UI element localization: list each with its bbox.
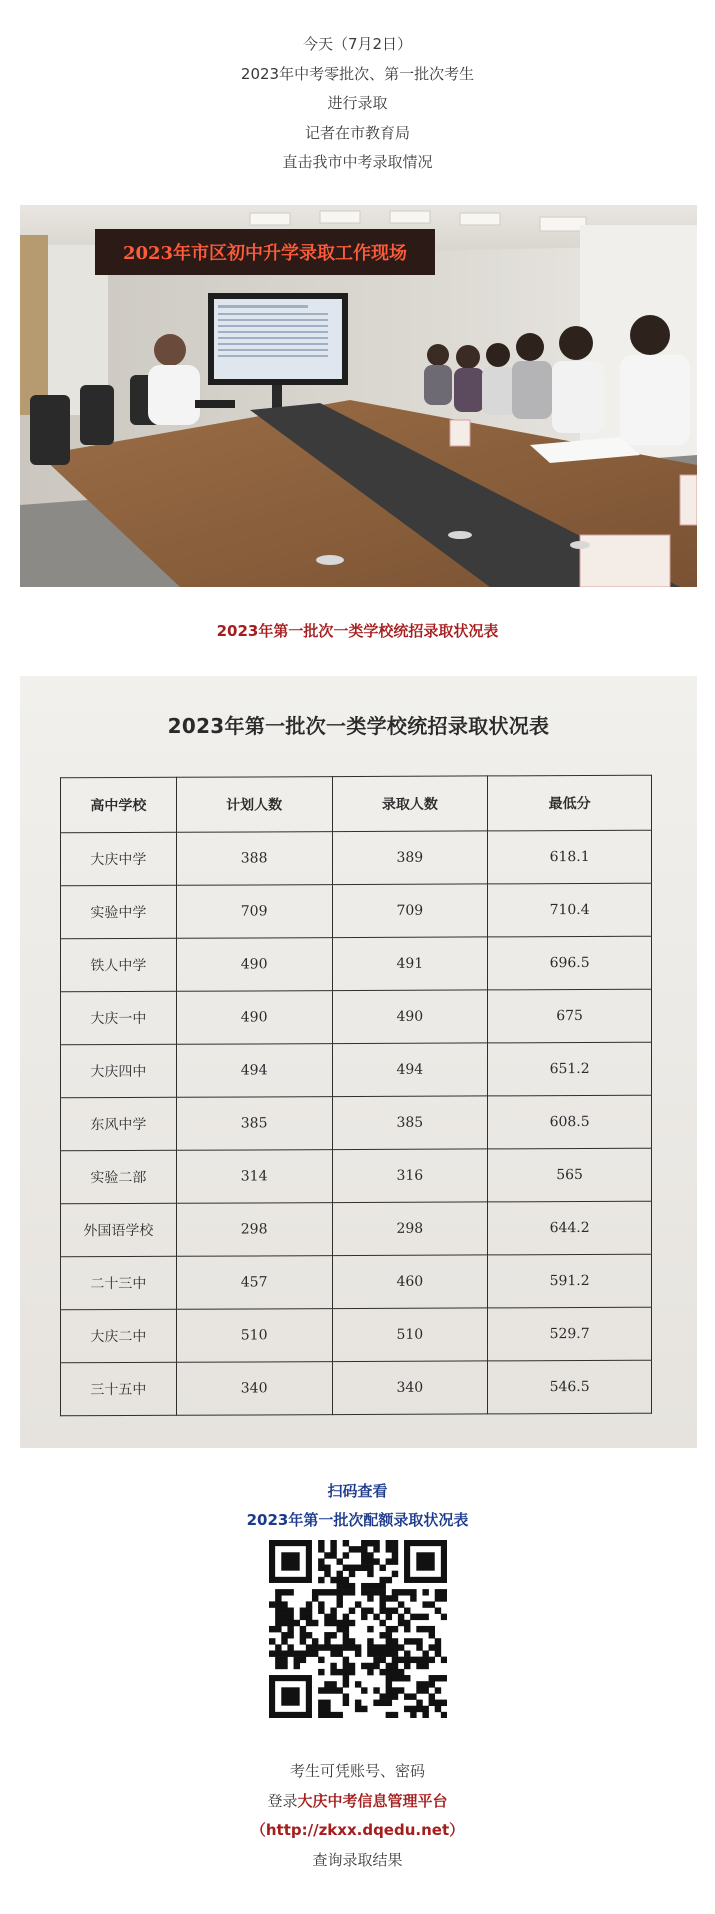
cell-planned: 490 bbox=[176, 938, 332, 992]
table-row bbox=[61, 1360, 652, 1416]
cell-admitted: 460 bbox=[332, 1255, 488, 1309]
cell-planned: 709 bbox=[176, 885, 332, 939]
intro-line: 直击我市中考录取情况 bbox=[282, 153, 433, 171]
intro-line: 记者在市教育局 bbox=[304, 123, 410, 142]
led-banner-text: 2023年市区初中升学录取工作现场 bbox=[122, 243, 408, 264]
table-row bbox=[61, 1148, 652, 1204]
cell-admitted: 491 bbox=[332, 937, 488, 991]
cell-admitted: 494 bbox=[332, 1043, 488, 1097]
table-row bbox=[61, 1254, 652, 1310]
cell-min-score: 618.1 bbox=[488, 830, 652, 884]
table-title: 2023年第一批次一类学校统招录取状况表 bbox=[167, 714, 550, 738]
section-title: 2023年第一批次一类学校统招录取状况表 bbox=[216, 622, 499, 640]
cell-planned: 385 bbox=[176, 1097, 332, 1151]
header-school: 高中学校 bbox=[61, 777, 177, 833]
intro-text bbox=[0, 30, 715, 178]
cell-planned: 490 bbox=[176, 991, 332, 1045]
cell-admitted: 389 bbox=[332, 831, 488, 885]
cell-school: 三十五中 bbox=[61, 1362, 177, 1416]
cell-min-score: 591.2 bbox=[488, 1254, 652, 1308]
cell-school: 实验二部 bbox=[61, 1150, 177, 1204]
cell-min-score: 546.5 bbox=[488, 1360, 652, 1414]
header-planned: 计划人数 bbox=[176, 777, 332, 833]
table-row bbox=[61, 1201, 652, 1257]
table-row bbox=[61, 883, 652, 939]
cell-min-score: 529.7 bbox=[488, 1307, 652, 1361]
table-row bbox=[61, 936, 652, 992]
cell-admitted: 490 bbox=[332, 990, 488, 1044]
cell-planned: 314 bbox=[176, 1150, 332, 1204]
scan-line-2: 2023年第一批次配额录取状况表 bbox=[246, 1511, 469, 1529]
cell-min-score: 608.5 bbox=[488, 1095, 652, 1149]
cell-min-score: 696.5 bbox=[488, 936, 652, 990]
table-row bbox=[61, 1042, 652, 1098]
cell-min-score: 710.4 bbox=[488, 883, 652, 937]
table-row bbox=[61, 1095, 652, 1151]
scan-line-1: 扫码查看 bbox=[327, 1482, 388, 1500]
admission-site-photo bbox=[20, 205, 697, 587]
intro-line: 进行录取 bbox=[327, 94, 388, 112]
admission-table bbox=[60, 775, 652, 1417]
cell-planned: 510 bbox=[176, 1309, 332, 1363]
cell-min-score: 644.2 bbox=[488, 1201, 652, 1255]
outro-line-1: 考生可凭账号、密码 bbox=[289, 1762, 425, 1780]
cell-admitted: 385 bbox=[332, 1096, 488, 1150]
cell-planned: 494 bbox=[176, 1044, 332, 1098]
cell-admitted: 709 bbox=[332, 884, 488, 938]
qr-code-icon[interactable] bbox=[269, 1540, 447, 1718]
cell-school: 铁人中学 bbox=[61, 938, 177, 992]
outro-line-4: 查询录取结果 bbox=[312, 1850, 403, 1869]
cell-min-score: 565 bbox=[488, 1148, 652, 1202]
scan-prompt bbox=[0, 1477, 715, 1535]
intro-line: 今天（7月2日） bbox=[302, 35, 413, 53]
cell-min-score: 651.2 bbox=[488, 1042, 652, 1096]
cell-planned: 457 bbox=[176, 1256, 332, 1310]
cell-school: 大庆四中 bbox=[61, 1044, 177, 1098]
cell-planned: 388 bbox=[176, 832, 332, 886]
header-admitted: 录取人数 bbox=[332, 776, 488, 832]
cell-school: 大庆一中 bbox=[61, 991, 177, 1045]
intro-line: 2023年中考零批次、第一批次考生 bbox=[240, 64, 475, 83]
outro-text bbox=[0, 1757, 715, 1875]
outro-login-prefix: 登录 bbox=[267, 1791, 298, 1810]
platform-name: 大庆中考信息管理平台 bbox=[297, 1791, 448, 1810]
cell-admitted: 298 bbox=[332, 1202, 488, 1256]
cell-school: 实验中学 bbox=[61, 885, 177, 939]
cell-school: 外国语学校 bbox=[61, 1203, 177, 1257]
cell-min-score: 675 bbox=[488, 989, 652, 1043]
header-min-score: 最低分 bbox=[488, 775, 652, 831]
cell-planned: 298 bbox=[176, 1203, 332, 1257]
table-row bbox=[61, 1307, 652, 1363]
cell-school: 大庆中学 bbox=[61, 832, 177, 886]
platform-url[interactable]: （http://zkxx.dqedu.net） bbox=[250, 1821, 465, 1839]
cell-planned: 340 bbox=[176, 1362, 332, 1416]
cell-admitted: 316 bbox=[332, 1149, 488, 1203]
table-header-row bbox=[61, 775, 652, 833]
table-row bbox=[61, 989, 652, 1045]
cell-admitted: 340 bbox=[332, 1361, 488, 1415]
cell-school: 大庆二中 bbox=[61, 1309, 177, 1363]
cell-admitted: 510 bbox=[332, 1308, 488, 1362]
outro-line-2 bbox=[0, 1787, 715, 1817]
admission-table-photo bbox=[20, 676, 697, 1448]
table-row bbox=[61, 830, 652, 886]
cell-school: 东风中学 bbox=[61, 1097, 177, 1151]
cell-school: 二十三中 bbox=[61, 1256, 177, 1310]
